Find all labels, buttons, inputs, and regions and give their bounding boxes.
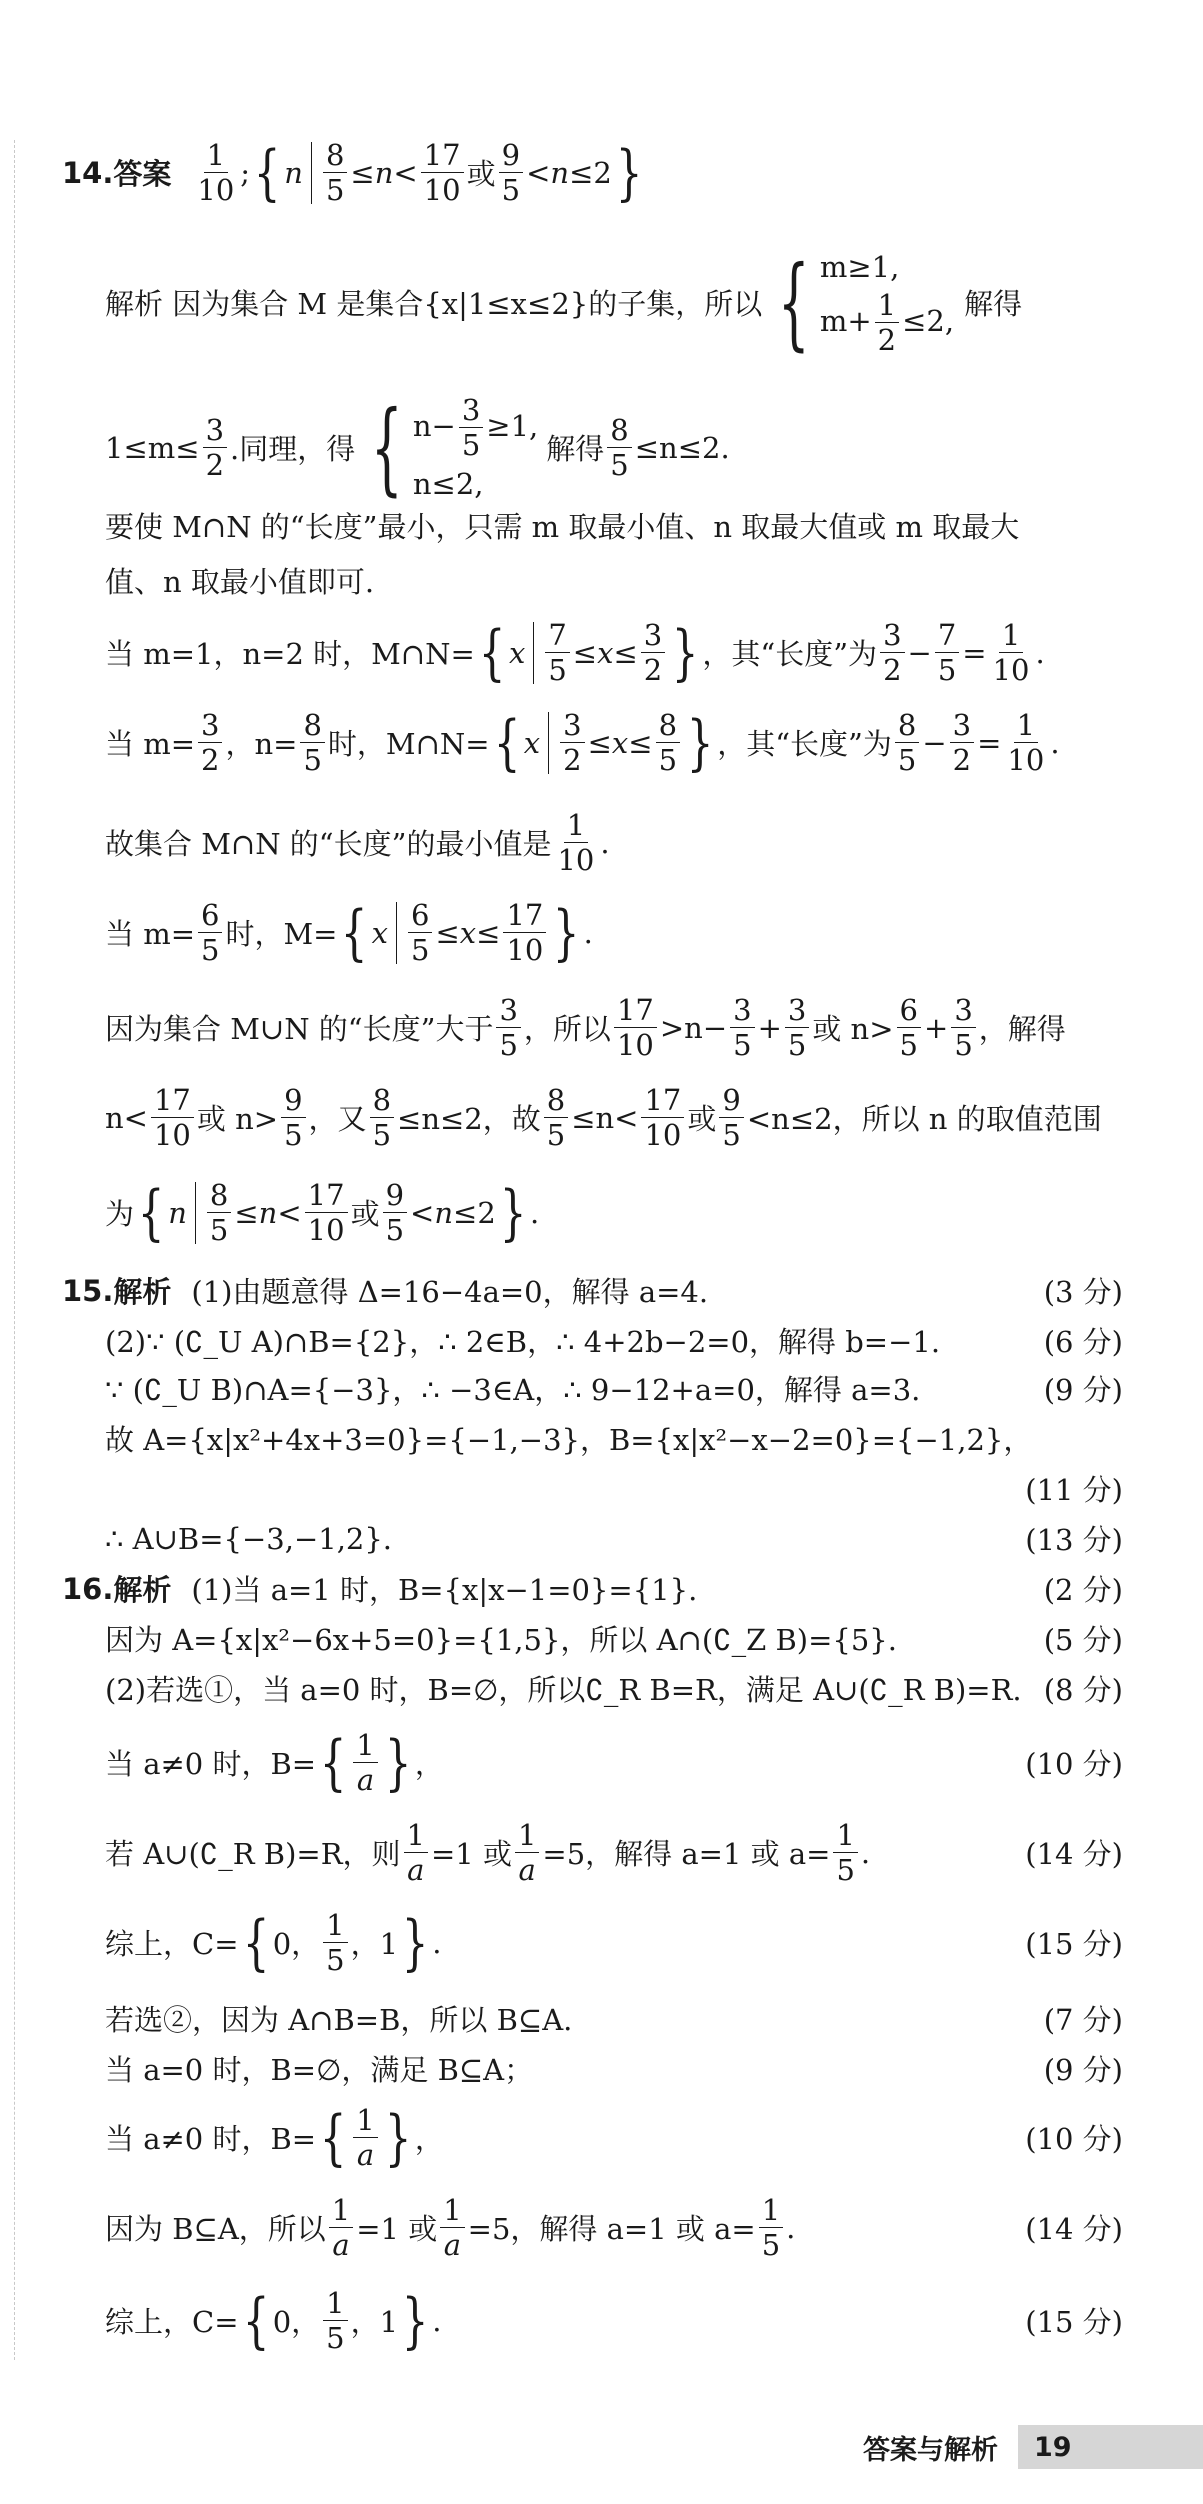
q14-analysis-line-3: 要使 M∩N 的“长度”最小，只需 m 取最小值、n 取最大值或 m 取最大 [105, 510, 1020, 544]
q16-line-5: 若 A∪(∁_R B)=R，则 $\frac{1}{a}$ =1 或 $\frac{1}{a}$ =5，解得 a=1 或 a= $\frac{1}{5}$ . (14 分) [105, 1818, 1123, 1888]
q15-line-3: ∵ (∁_U B)∩A={−3}，∴ −3∈A，∴ 9−12+a=0，解得 a=3. (9 分) [105, 1373, 1123, 1407]
margin-guide-line [14, 140, 16, 2360]
q15-line-2: (2)∵ (∁_U A)∩B={2}，∴ 2∈B，∴ 4+2b−2=0，解得 b=−1. (6 分) [105, 1325, 1123, 1359]
system-of-inequalities: { m≥1, m+ $\frac{1}{2}$ ≤2, [778, 243, 955, 361]
q16-line-6: 综上，C= { 0， $\frac{1}{5}$ ，1 } . (15 分) [105, 1907, 1123, 1978]
q14-analysis-line-5: 当 m=1，n=2 时，M∩N= { x $\frac{7}{5}$ ≤ x ≤ $\frac{3}{2}$ } ，其“长度”为 $\frac{3}{2}$ − $\frac{7}{5}$ = $\frac{1}{10}$ . [105, 617, 1045, 688]
q14-analysis-line-4: 值、n 取最小值即可. [105, 565, 375, 599]
q16-line-9: 当 a≠0 时，B= { $\frac{1}{a}$ } ， (10 分) [105, 2102, 1123, 2173]
fraction: $\frac{1}{10}$ [197, 138, 235, 208]
footer-title: 答案与解析 [863, 2434, 998, 2466]
q15-line-6: ∴ A∪B={−3,−1,2}. (13 分) [105, 1521, 1123, 1557]
q16-line-8: 当 a=0 时，B=∅，满足 B⊆A； (9 分) [105, 2053, 1123, 2087]
page-number: 19 [1018, 2425, 1203, 2469]
q15-line-1: 15. 解析 (1)由题意得 Δ=16−4a=0，解得 a=4. (3 分) [62, 1270, 1123, 1311]
q14-analysis-line-10: n< $\frac{17}{10}$ 或 n> $\frac{9}{5}$ ，又 $\frac{8}{5}$ ≤n≤2，故 $\frac{8}{5}$ ≤n< $\frac{17}{10}$ 或 $\frac{9}{5}$ <n≤2，所以 n 的取值范围 [105, 1083, 1102, 1153]
q14-analysis-line-1: 解析 因为集合 M 是集合{x|1≤x≤2}的子集，所以 { m≥1, m+ $\frac{1}{2}$ ≤2, 解得 [105, 243, 1023, 361]
q14-analysis-line-8: 当 m= $\frac{6}{5}$ 时，M= { x $\frac{6}{5}$ ≤ x ≤ $\frac{17}{10}$ } . [105, 897, 593, 968]
q14-analysis-line-7: 故集合 M∩N 的“长度”的最小值是 $\frac{1}{10}$ . [105, 808, 610, 878]
q14-label: 答案 [113, 157, 172, 192]
q14-answer-line: 14. 答案 $\frac{1}{10}$ ; { n $\frac{8}{5}$ ≤ n < $\frac{17}{10}$ 或 $\frac{9}{5}$ < n ≤2 } [62, 137, 643, 208]
q14-number: 14. [62, 155, 114, 190]
q15-line-4: 故 A={x|x²+4x+3=0}={−1,−3}，B={x|x²−x−2=0}={−1,2}， [105, 1423, 1033, 1457]
q16-line-10: 因为 B⊆A，所以 $\frac{1}{a}$ =1 或 $\frac{1}{a}$ =5，解得 a=1 或 a= $\frac{1}{5}$ . (14 分) [105, 2193, 1123, 2263]
q14-analysis-line-2: 1≤m≤ $\frac{3}{2}$ .同理，得 { n− $\frac{3}{5}$ ≥1, n≤2, 解得 $\frac{8}{5}$ ≤n≤2. [105, 388, 730, 506]
q16-line-11: 综上，C= { 0， $\frac{1}{5}$ ，1 } . (15 分) [105, 2285, 1123, 2356]
q16-line-1: 16. 解析 (1)当 a=1 时，B={x|x−1=0}={1}. (2 分) [62, 1571, 1123, 1607]
q16-line-2: 因为 A={x|x²−6x+5=0}={1,5}，所以 A∩(∁_Z B)={5}. (5 分) [105, 1623, 1123, 1657]
page-footer [823, 2425, 1203, 2469]
q16-line-7: 若选②，因为 A∩B=B，所以 B⊆A. (7 分) [105, 2003, 1123, 2037]
q16-line-4: 当 a≠0 时，B= { $\frac{1}{a}$ } ， (10 分) [105, 1727, 1123, 1798]
score-label: (3 分) [1043, 1275, 1123, 1309]
q15-line-5: (11 分) [1025, 1473, 1123, 1507]
q14-analysis-line-6: 当 m= $\frac{3}{2}$ ，n= $\frac{8}{5}$ 时，M∩N= { x $\frac{3}{2}$ ≤ x ≤ $\frac{8}{5}$ } ，其“长度”为 $\frac{8}{5}$ − $\frac{3}{2}$ = $\frac{1}{10}$ . [105, 707, 1060, 778]
q14-analysis-line-9: 因为集合 M∪N 的“长度”大于 $\frac{3}{5}$ ，所以 $\frac{17}{10}$ >n− $\frac{3}{5}$ + $\frac{3}{5}$ 或 n> $\frac{6}{5}$ + $\frac{3}{5}$ ，解得 [105, 993, 1066, 1063]
q14-analysis-line-11: 为 { n $\frac{8}{5}$ ≤ n < $\frac{17}{10}$ 或 $\frac{9}{5}$ < n ≤2 } . [105, 1177, 540, 1248]
q16-line-3: (2)若选①，当 a=0 时，B=∅，所以∁_R B=R，满足 A∪(∁_R B)=R. (8 分) [105, 1673, 1123, 1707]
